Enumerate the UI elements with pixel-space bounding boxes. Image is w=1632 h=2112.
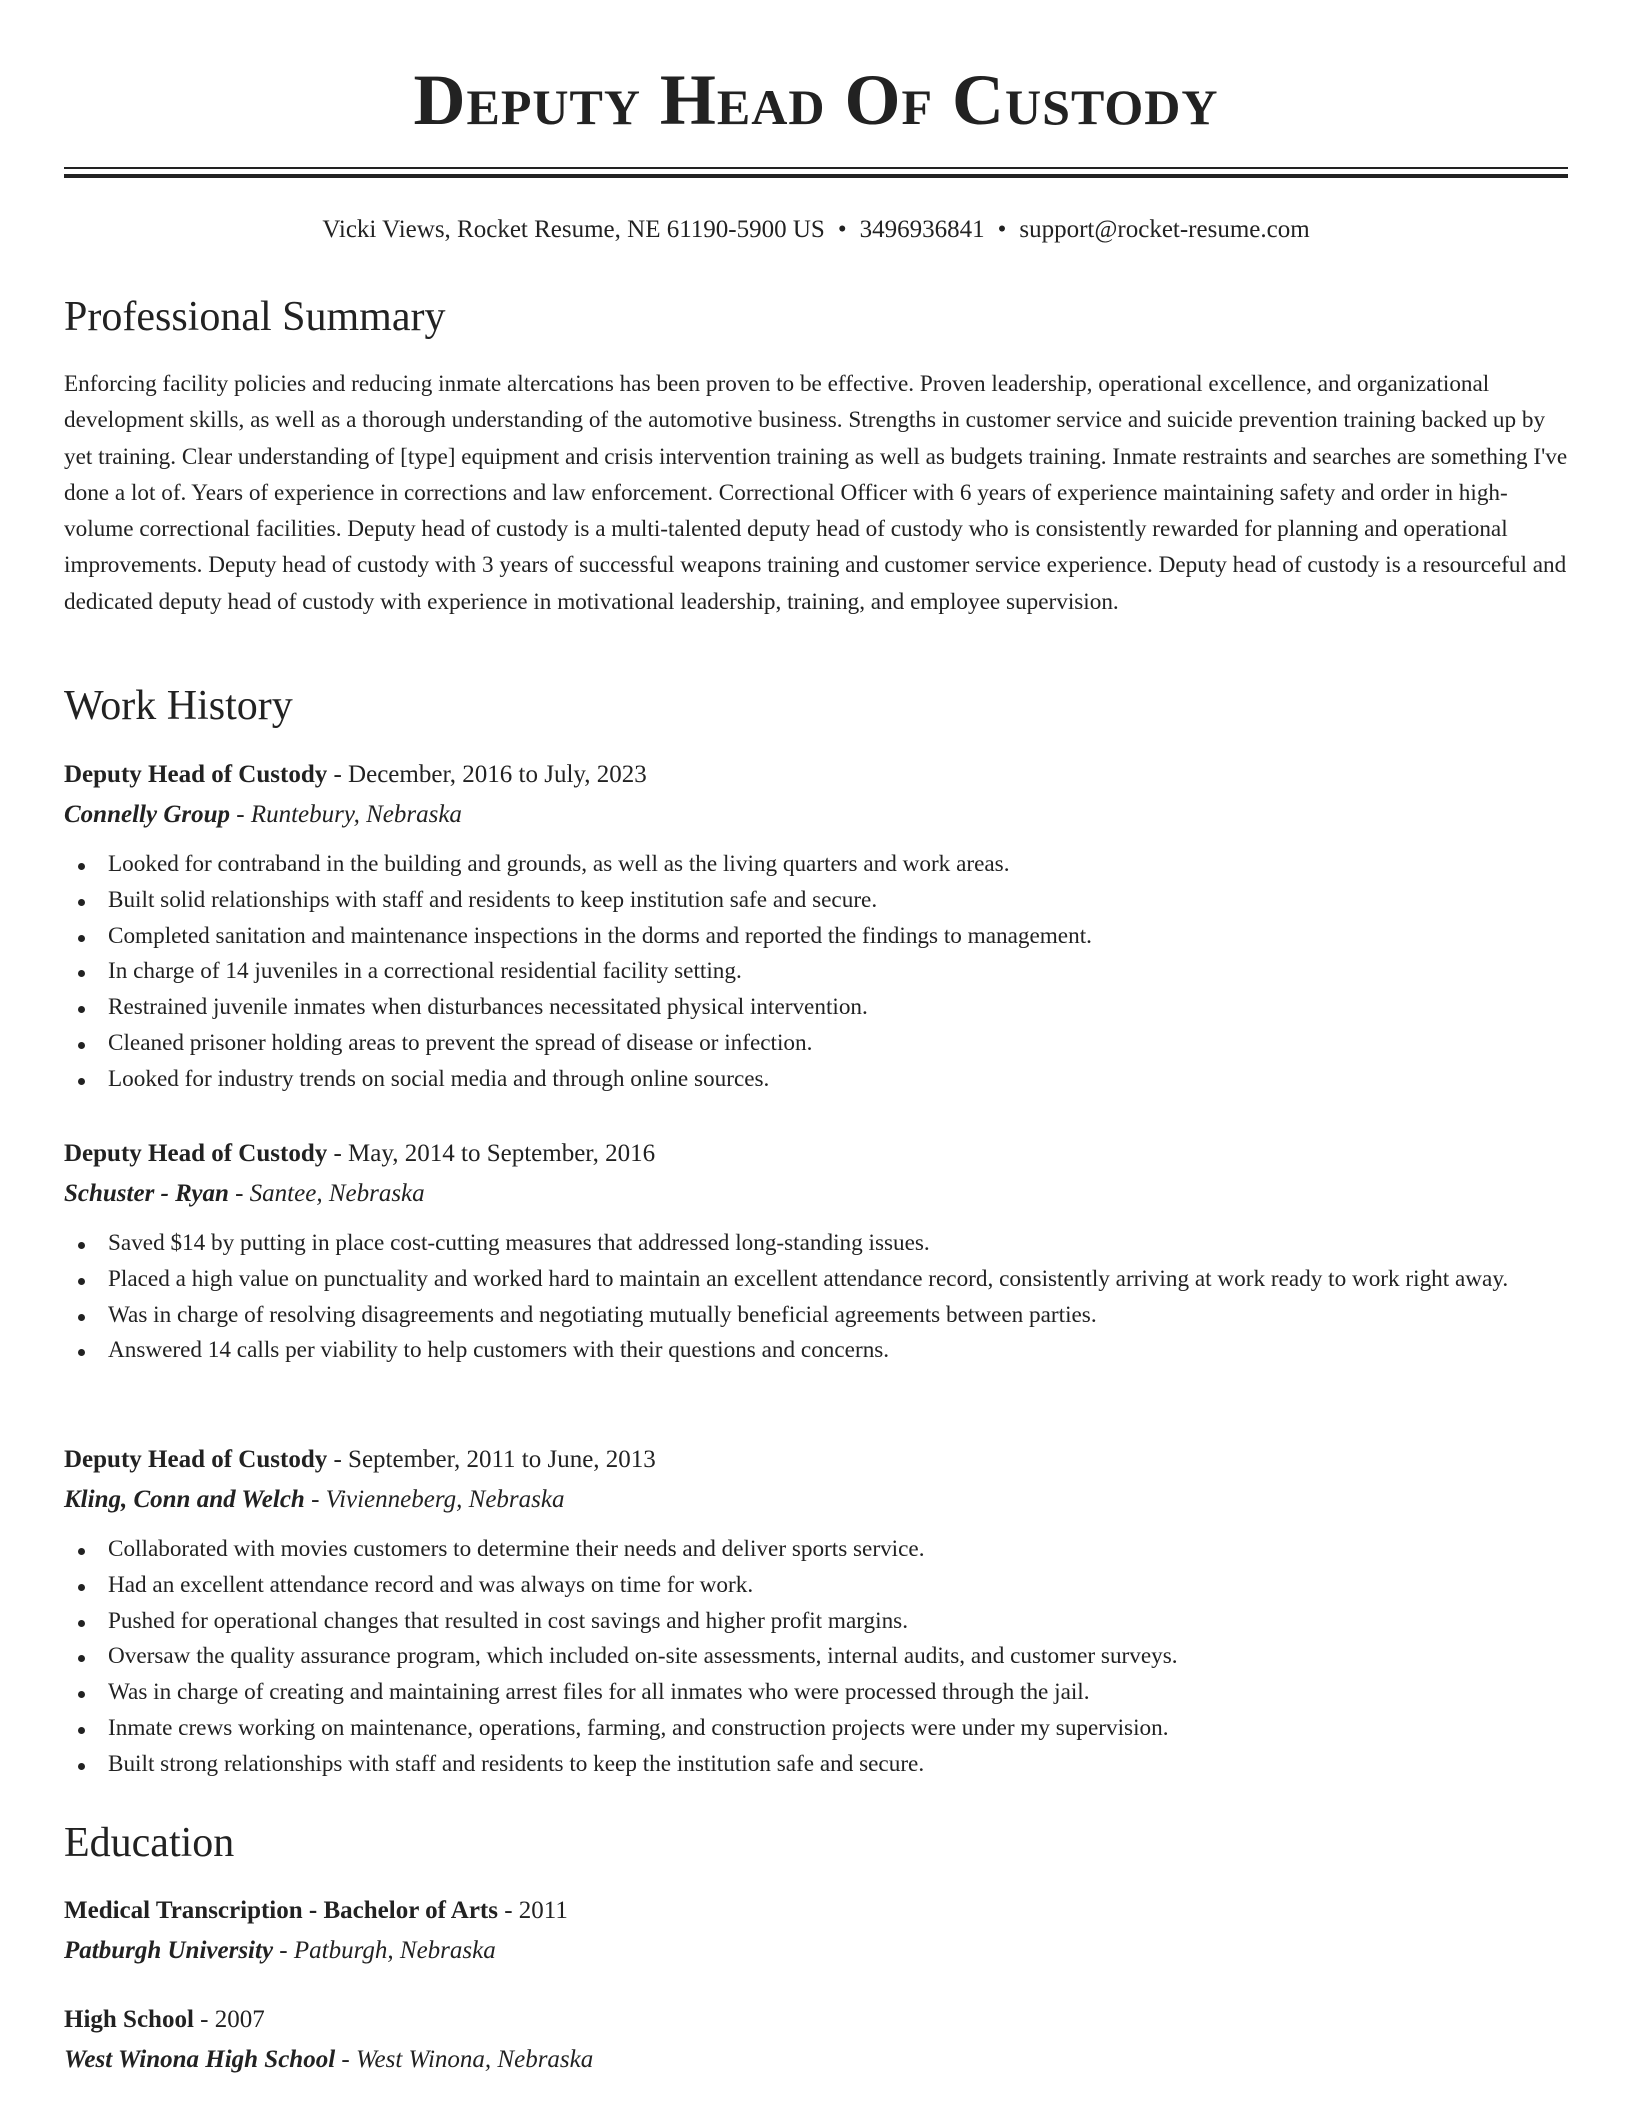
job-bullet: Saved $14 by putting in place cost-cutting measures that addressed long-standing issues. — [64, 1226, 1568, 1262]
degree-year: - 2007 — [193, 2006, 265, 2033]
company-line — [64, 797, 1568, 833]
company-location: - Runtebury, Nebraska — [230, 801, 462, 828]
contact-separator: • — [997, 216, 1007, 243]
job-entry — [64, 757, 1568, 1098]
degree-name: Medical Transcription - Bachelor of Arts — [64, 1897, 498, 1924]
job-bullet: Restrained juvenile inmates when disturbances necessitated physical intervention. — [64, 990, 1568, 1026]
company-line — [64, 1176, 1568, 1212]
job-bullet-list — [64, 1226, 1568, 1369]
job-bullet: Pushed for operational changes that resulted in cost savings and higher profit margins. — [64, 1604, 1568, 1640]
work-history-heading: Work History — [64, 683, 293, 729]
job-title: Deputy Head of Custody — [64, 1140, 328, 1167]
job-entry — [64, 1136, 1568, 1369]
job-bullet: Answered 14 calls per viability to help customers with their questions and concerns. — [64, 1333, 1568, 1369]
job-bullet-list — [64, 847, 1568, 1098]
company-line — [64, 1482, 1568, 1518]
company-location: - Santee, Nebraska — [228, 1180, 425, 1207]
job-bullet: Had an excellent attendance record and was always on time for work. — [64, 1568, 1568, 1604]
education-entry — [64, 2002, 1568, 2078]
degree-line — [64, 1893, 1568, 1929]
job-bullet-list — [64, 1532, 1568, 1783]
job-title-line — [64, 1136, 1568, 1172]
school-line — [64, 2042, 1568, 2078]
education-entry — [64, 1893, 1568, 1969]
job-title: Deputy Head of Custody — [64, 1446, 328, 1473]
degree-name: High School — [64, 2006, 194, 2033]
job-bullet: Completed sanitation and maintenance inspections in the dorms and reported the findings to management. — [64, 919, 1568, 955]
title-rule-thick — [64, 174, 1568, 178]
job-bullet: Inmate crews working on maintenance, operations, farming, and construction projects were under my supervision. — [64, 1711, 1568, 1747]
contact-line — [64, 214, 1568, 246]
company-name: Schuster - Ryan — [64, 1180, 229, 1207]
job-bullet: Was in charge of resolving disagreements and negotiating mutually beneficial agreements between parties. — [64, 1298, 1568, 1334]
resume-title: Deputy Head Of Custody — [413, 60, 1219, 140]
job-bullet: Placed a high value on punctuality and worked hard to maintain an excellent attendance record, consistently arriving at work ready to work right away. — [64, 1262, 1568, 1298]
summary-heading: Professional Summary — [64, 294, 446, 340]
job-bullet: Cleaned prisoner holding areas to prevent the spread of disease or infection. — [64, 1026, 1568, 1062]
contact-separator: • — [837, 216, 847, 243]
job-bullet: Looked for contraband in the building and grounds, as well as the living quarters and work areas. — [64, 847, 1568, 883]
job-bullet: Built strong relationships with staff and residents to keep the institution safe and secure. — [64, 1747, 1568, 1783]
job-dates: - May, 2014 to September, 2016 — [327, 1140, 656, 1167]
job-dates: - December, 2016 to July, 2023 — [327, 761, 647, 788]
job-bullet: Was in charge of creating and maintaining arrest files for all inmates who were processed through the jail. — [64, 1675, 1568, 1711]
job-bullet: Collaborated with movies customers to determine their needs and deliver sports service. — [64, 1532, 1568, 1568]
contact-address: Vicki Views, Rocket Resume, NE 61190-5900 US — [322, 216, 825, 243]
company-location: - Vivienneberg, Nebraska — [304, 1486, 565, 1513]
job-bullet: Looked for industry trends on social media and through online sources. — [64, 1062, 1568, 1098]
job-bullet: Built solid relationships with staff and residents to keep institution safe and secure. — [64, 883, 1568, 919]
school-name: West Winona High School — [64, 2046, 336, 2073]
education-heading: Education — [64, 1820, 235, 1866]
school-line — [64, 1933, 1568, 1969]
contact-phone: 3496936841 — [859, 216, 985, 243]
job-title-line — [64, 757, 1568, 793]
title-rule-thin — [64, 167, 1568, 169]
school-location: - West Winona, Nebraska — [335, 2046, 594, 2073]
summary-text: Enforcing facility policies and reducing inmate altercations has been proven to be effective. Proven leadership, operational excellence, and organizational development skills, as well as a thorough understanding of the automotive business. Strengths in customer service and suicide prevention training backed up by yet training. Clear understanding of [type] equipment and crisis intervention training as well as budgets training. Inmate restraints and searches are something I've done a lot of. Years of experience in corrections and law enforcement. Correctional Officer with 6 years of experience maintaining safety and order in high-volume correctional facilities. Deputy head of custody is a multi-talented deputy head of custody who is consistently rewarded for planning and operational improvements. Deputy head of custody with 3 years of successful weapons training and customer service experience. Deputy head of custody is a resourceful and dedicated deputy head of custody with experience in motivational leadership, training, and employee supervision. — [64, 371, 1568, 615]
contact-email: support@rocket-resume.com — [1019, 216, 1310, 243]
degree-line — [64, 2002, 1568, 2038]
job-dates: - September, 2011 to June, 2013 — [327, 1446, 656, 1473]
job-bullet: Oversaw the quality assurance program, which included on-site assessments, internal audits, and customer surveys. — [64, 1639, 1568, 1675]
school-name: Patburgh University — [64, 1937, 274, 1964]
job-entry — [64, 1442, 1568, 1783]
resume-content — [64, 0, 1568, 2073]
job-title: Deputy Head of Custody — [64, 761, 328, 788]
company-name: Connelly Group — [64, 801, 231, 828]
job-bullet: In charge of 14 juveniles in a correctional residential facility setting. — [64, 954, 1568, 990]
school-location: - Patburgh, Nebraska — [273, 1937, 496, 1964]
company-name: Kling, Conn and Welch — [64, 1486, 305, 1513]
job-title-line — [64, 1442, 1568, 1478]
degree-year: - 2011 — [497, 1897, 568, 1924]
